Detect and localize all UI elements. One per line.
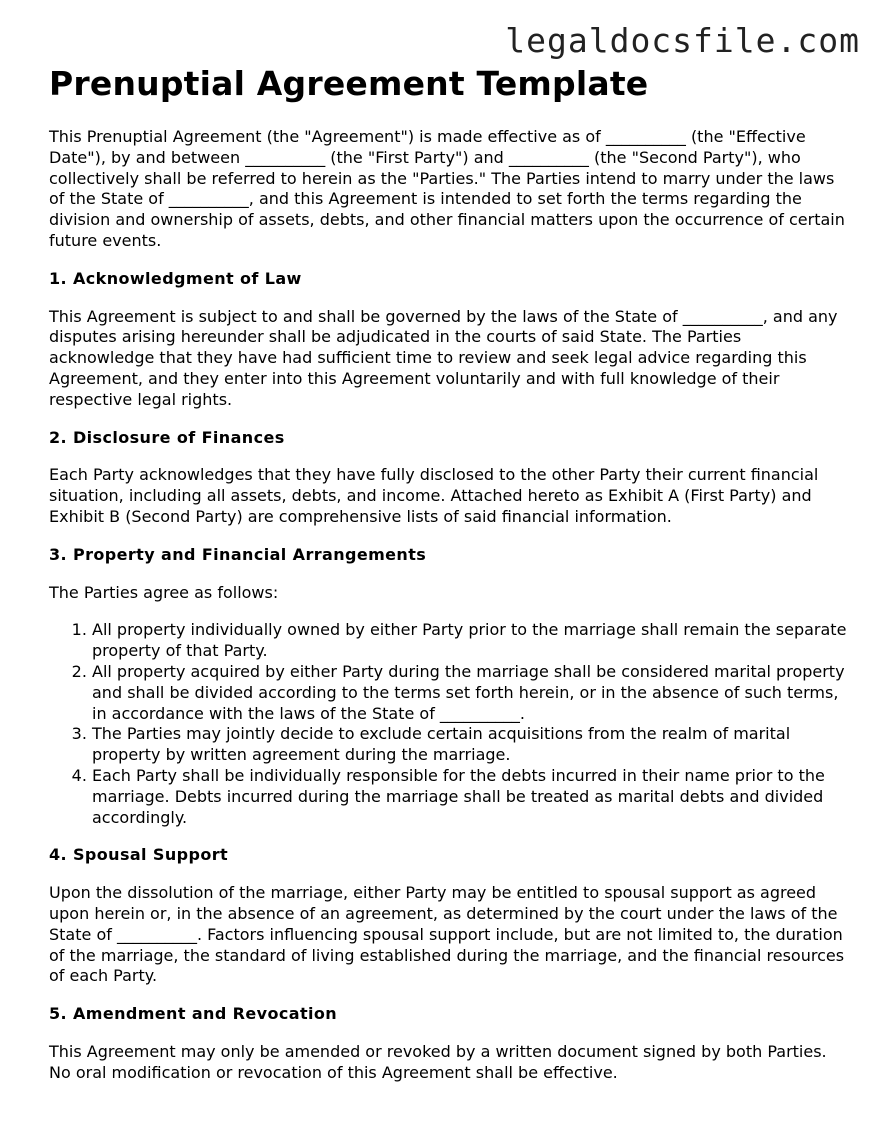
document-title: Prenuptial Agreement Template [49, 64, 649, 103]
section-body-spousal-support: Upon the dissolution of the marriage, either Party may be entitled to spousal support as agreed upon herein or, in the absence of an agreement, as determined by the court under the laws of the State of __________. Factors influencing spousal support include, but are not limited to, the duration of the marriage, the standard of living established during the marriage, and the financial resources of each Party. [49, 883, 845, 986]
intro-paragraph: This Prenuptial Agreement (the "Agreement") is made effective as of __________ (the "Effective Date"), by and between __________ (the "First Party") and __________ (the "Second Party"), who collectively shall be referred to herein as the "Parties." The Parties intend to marry under the laws of the State of __________, and this Agreement is intended to set forth the terms regarding the division and ownership of assets, debts, and other financial matters upon the occurrence of certain future events. [49, 127, 845, 250]
section-heading-acknowledgment: 1. Acknowledgment of Law [49, 268, 302, 288]
list-item: 3. The Parties may jointly decide to exclude certain acquisitions from the realm of marital property by written agreement during the marriage. [92, 724, 849, 766]
list-item: 4. Each Party shall be individually responsible for the debts incurred in their name prior to the marriage. Debts incurred during the marriage shall be treated as marital debts and divided accordingly. [92, 766, 849, 828]
document-page [49, 62, 849, 1083]
section-heading-spousal-support: 4. Spousal Support [49, 845, 229, 865]
section-body-acknowledgment: This Agreement is subject to and shall be governed by the laws of the State of __________, and any disputes arising hereunder shall be adjudicated in the courts of said State. The Parties acknowledge that they have had sufficient time to review and seek legal advice regarding this Agreement, and they enter into this Agreement voluntarily and with full knowledge of their respective legal rights. [49, 306, 838, 409]
section-body-disclosure: Each Party acknowledges that they have fully disclosed to the other Party their current financial situation, including all assets, debts, and income. Attached hereto as Exhibit A (First Party) and Exhibit B (Second Party) are comprehensive lists of said financial information. [49, 465, 819, 526]
list-item: 2. All property acquired by either Party during the marriage shall be considered marital property and shall be divided according to the terms set forth herein, or in the absence of such terms, in accordance with the laws of the State of __________. [92, 662, 849, 724]
watermark-site-name: legaldocsfile.com [505, 21, 860, 60]
section-heading-disclosure: 2. Disclosure of Finances [49, 427, 285, 447]
section-heading-property: 3. Property and Financial Arrangements [49, 544, 427, 564]
list-item: 1. All property individually owned by either Party prior to the marriage shall remain the separate property of that Party. [92, 620, 849, 662]
section-body-amendment: This Agreement may only be amended or revoked by a written document signed by both Parties. No oral modification or revocation of this Agreement shall be effective. [49, 1041, 827, 1082]
section-heading-amendment: 5. Amendment and Revocation [49, 1004, 338, 1024]
section-body-property: The Parties agree as follows: [49, 582, 279, 602]
property-terms-list [49, 620, 849, 828]
